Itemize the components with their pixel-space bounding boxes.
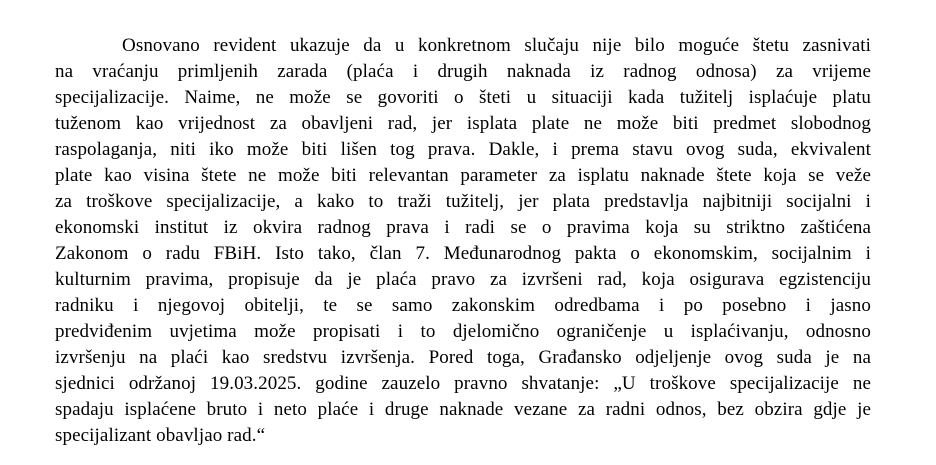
paragraph-line: specijalizant obavljao rad.“ xyxy=(55,425,266,446)
paragraph-line: spadaju isplaćene bruto i neto plaće i druge naknade vezane za radni odnos, bez obzira gdje je xyxy=(55,399,871,420)
paragraph-line: na vraćanju primljenih zarada (plaća i drugih naknada iz radnog odnosa) za vrijeme xyxy=(55,61,871,82)
paragraph-line: specijalizacije. Naime, ne može se govoriti o šteti u situaciji kada tužitelj isplaćuje platu xyxy=(55,87,871,108)
paragraph-line: plate kao visina štete ne može biti relevantan parameter za isplatu naknade štete koja se veže xyxy=(55,165,871,186)
paragraph-line: Zakonom o radu FBiH. Isto tako, član 7. Međunarodnog pakta o ekonomskim, socijalnim i xyxy=(55,243,871,264)
paragraph-line: Osnovano revident ukazuje da u konkretnom slučaju nije bilo moguće štetu zasnivati xyxy=(122,35,871,56)
paragraph-line: raspolaganja, niti iko može biti lišen tog prava. Dakle, i prema stavu ovog suda, ekvivalent xyxy=(55,139,871,160)
paragraph-line: tuženom kao vrijednost za obavljeni rad, jer isplata plate ne može biti predmet slobodnog xyxy=(55,113,871,134)
paragraph-line: sjednici održanoj 19.03.2025. godine zauzelo pravno shvatanje: „U troškove specijalizacije ne xyxy=(55,373,871,394)
paragraph xyxy=(55,33,871,449)
paragraph-line: za troškove specijalizacije, a kako to traži tužitelj, jer plata predstavlja najbitniji socijalni i xyxy=(55,191,871,212)
paragraph-line: predviđenim uvjetima može propisati i to djelomično ograničenje u isplaćivanju, odnosno xyxy=(55,321,871,342)
paragraph-line: kulturnim pravima, propisuje da je plaća pravo za izvršeni rad, koja osigurava egzistenciju xyxy=(55,269,871,290)
paragraph-line: izvršenju na plaći kao sredstvu izvršenja. Pored toga, Građansko odjeljenje ovog suda je na xyxy=(55,347,871,368)
paragraph-line: radniku i njegovoj obitelji, te se samo zakonskim odredbama i po posebno i jasno xyxy=(55,295,871,316)
paragraph-line: ekonomski institut iz okvira radnog prava i radi se o pravima koja su striktno zaštićena xyxy=(55,217,871,238)
